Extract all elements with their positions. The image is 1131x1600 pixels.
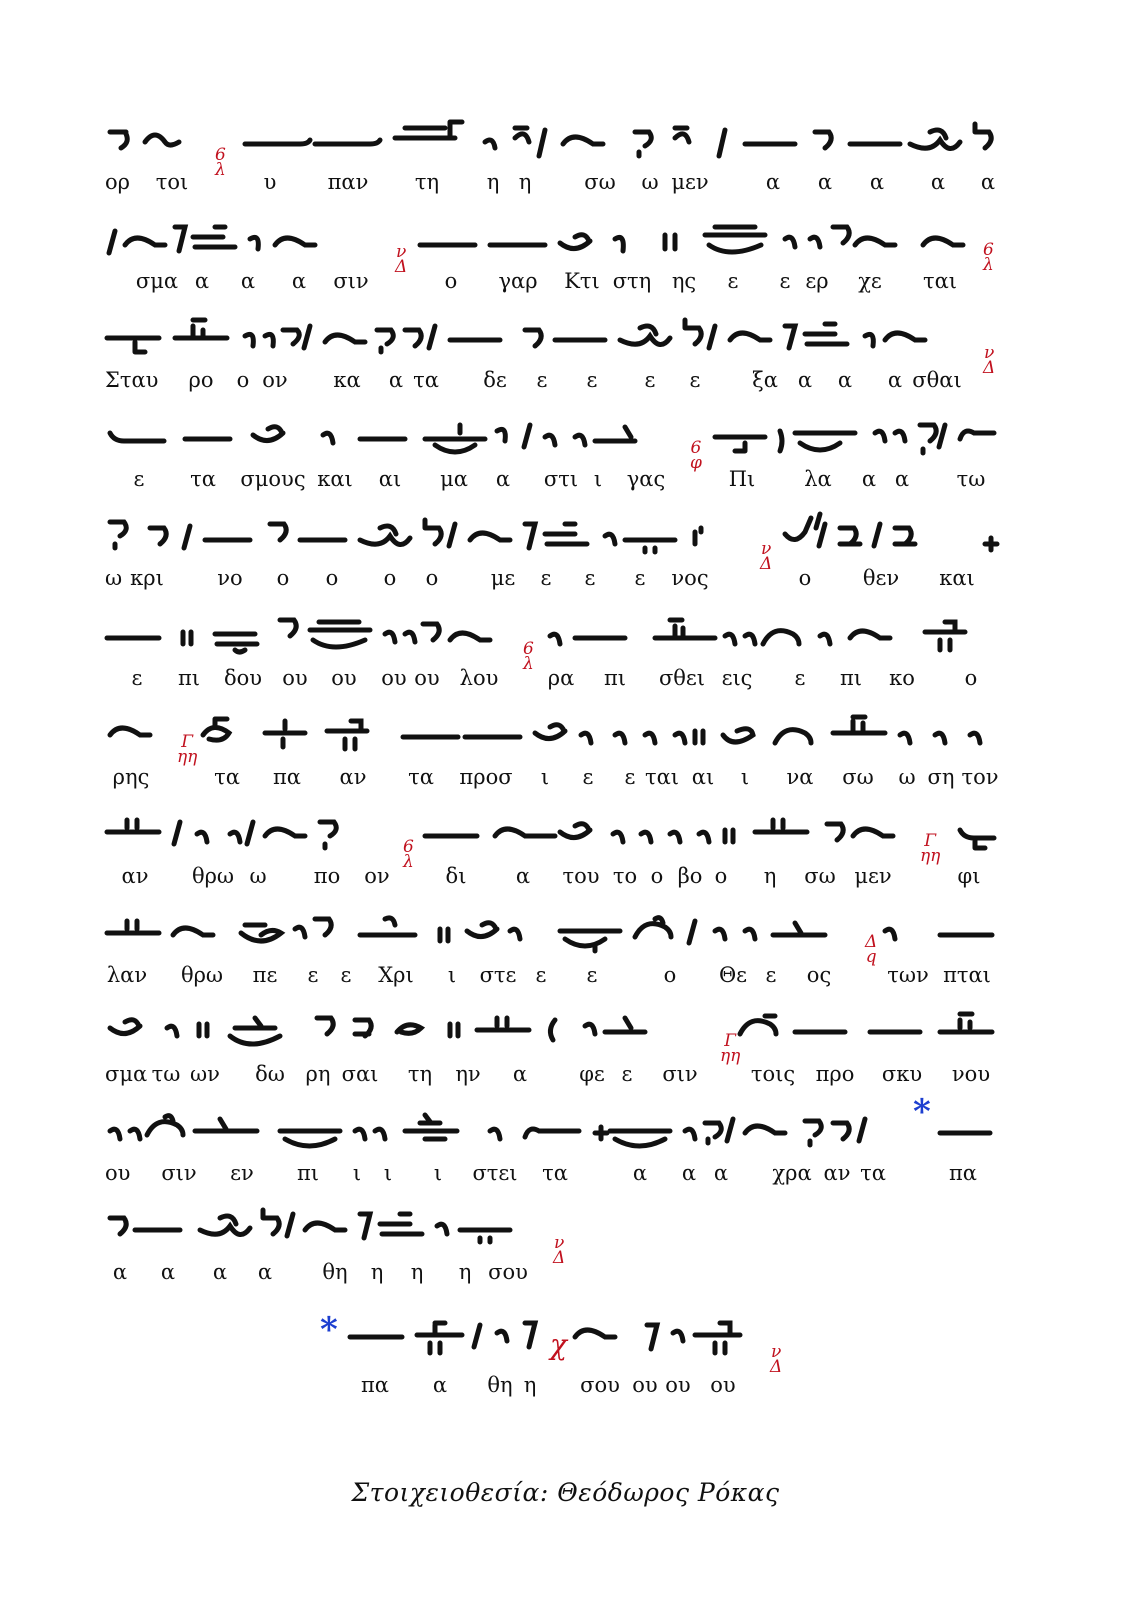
syllable: δε xyxy=(483,368,507,392)
syllable: το xyxy=(612,864,638,888)
syllable: ι xyxy=(433,1161,443,1185)
syllable: αν xyxy=(339,765,367,789)
syllable: λου xyxy=(459,666,499,690)
syllable: ο xyxy=(236,368,250,392)
lyrics-line xyxy=(105,1161,1020,1189)
syllable: ε xyxy=(307,963,319,987)
syllable: φε xyxy=(579,1062,605,1086)
syllable: ο xyxy=(663,963,677,987)
martyria-sign: Γ ηη xyxy=(177,732,198,767)
martyria-sign: χ xyxy=(550,1328,567,1361)
syllable: βο xyxy=(677,864,703,888)
syllable: σου xyxy=(580,1373,620,1397)
syllable: σου xyxy=(488,1260,528,1284)
syllable: πο xyxy=(313,864,341,888)
syllable: σμους xyxy=(240,467,306,491)
syllable: α xyxy=(112,1260,128,1284)
syllable: δω xyxy=(255,1062,285,1086)
syllable: α xyxy=(515,864,531,888)
syllable: ης xyxy=(671,269,697,293)
syllable: ου xyxy=(105,1161,131,1185)
syllable: ρης xyxy=(112,765,150,789)
music-system-8 xyxy=(105,812,1020,912)
lyrics-line xyxy=(105,368,1020,396)
martyria-sign: 6 λ xyxy=(523,639,534,674)
syllable: τω xyxy=(151,1062,181,1086)
syllable: ε xyxy=(621,1062,633,1086)
martyria-sign: Γ ηη xyxy=(720,1031,741,1066)
syllable: ε xyxy=(794,666,806,690)
syllable: ω xyxy=(249,864,267,888)
syllable: παν xyxy=(327,170,369,194)
syllable: μα xyxy=(440,467,468,491)
syllable: δου xyxy=(223,666,263,690)
syllable: ου xyxy=(665,1373,691,1397)
syllable: α xyxy=(817,170,833,194)
syllable: ξα xyxy=(752,368,778,392)
martyria-sign: ν Δ xyxy=(395,242,408,277)
music-system-7 xyxy=(105,713,1020,813)
syllable: α xyxy=(194,269,210,293)
syllable: θεν xyxy=(862,566,900,590)
music-system-11 xyxy=(105,1092,1020,1209)
syllable: στη xyxy=(612,269,652,293)
syllable: ο xyxy=(964,666,978,690)
syllable: ον xyxy=(262,368,288,392)
syllable: να xyxy=(786,765,814,789)
syllable: σθει xyxy=(658,666,706,690)
syllable: α xyxy=(713,1161,729,1185)
syllable: χε xyxy=(858,269,882,293)
syllable: η xyxy=(410,1260,424,1284)
syllable: πε xyxy=(252,963,278,987)
syllable: ος xyxy=(806,963,832,987)
syllable: πται xyxy=(943,963,991,987)
syllable: στει xyxy=(472,1161,518,1185)
syllable: ε xyxy=(765,963,777,987)
music-system-10 xyxy=(105,1010,1020,1110)
syllable: ι xyxy=(740,765,750,789)
syllable: ση xyxy=(927,765,955,789)
syllable: α xyxy=(887,368,903,392)
syllable: τη xyxy=(407,1062,433,1086)
syllable: του xyxy=(562,864,600,888)
syllable: α xyxy=(980,170,996,194)
syllable: σκυ xyxy=(881,1062,923,1086)
syllable: σθαι xyxy=(912,368,962,392)
syllable: τα xyxy=(408,765,434,789)
martyria-sign: ν Δ xyxy=(983,343,996,378)
syllable: ην xyxy=(455,1062,481,1086)
syllable: προ xyxy=(815,1062,855,1086)
syllable: ε xyxy=(340,963,352,987)
syllable: πα xyxy=(361,1373,389,1397)
syllable: α xyxy=(894,467,910,491)
syllable: α xyxy=(632,1161,648,1185)
syllable: μεν xyxy=(671,170,709,194)
syllable: ρα xyxy=(547,666,575,690)
syllable: ε xyxy=(584,566,596,590)
syllable: η xyxy=(523,1373,537,1397)
syllable: ε xyxy=(540,566,552,590)
syllable: σω xyxy=(842,765,874,789)
syllable: στι xyxy=(543,467,579,491)
lyrics-line xyxy=(105,566,1020,594)
lyrics-line xyxy=(105,1062,1020,1090)
syllable: στε xyxy=(479,963,517,987)
martyria-sign: Δ q xyxy=(865,932,878,967)
syllable: Σταυ xyxy=(105,368,159,392)
syllable: πι xyxy=(177,666,201,690)
syllable: η xyxy=(458,1260,472,1284)
music-system-4 xyxy=(105,415,1020,515)
syllable: κα xyxy=(333,368,361,392)
syllable: ε xyxy=(689,368,701,392)
syllable: η xyxy=(370,1260,384,1284)
syllable: ε xyxy=(624,765,636,789)
syllable: α xyxy=(388,368,404,392)
music-system-9 xyxy=(105,911,1020,1011)
syllable: α xyxy=(512,1062,528,1086)
syllable: πι xyxy=(603,666,627,690)
syllable: ου xyxy=(414,666,440,690)
syllable: αι xyxy=(691,765,715,789)
syllable: Θε xyxy=(718,963,748,987)
syllable: ου xyxy=(632,1373,658,1397)
martyria-sign: ν Δ xyxy=(553,1233,566,1268)
music-system-3 xyxy=(105,316,1020,416)
syllable: ο xyxy=(276,566,290,590)
syllable: και xyxy=(317,467,353,491)
syllable: σιν xyxy=(662,1062,698,1086)
syllable: Κτι xyxy=(564,269,600,293)
martyria-sign: ν Δ xyxy=(760,539,773,574)
syllable: κρι xyxy=(130,566,164,590)
syllable: θη xyxy=(487,1373,513,1397)
syllable: ον xyxy=(364,864,390,888)
syllable: μεν xyxy=(854,864,892,888)
syllable: α xyxy=(837,368,853,392)
syllable: τα xyxy=(413,368,439,392)
syllable: ο xyxy=(714,864,728,888)
martyria-sign: 6 λ xyxy=(403,837,414,872)
syllable: τα xyxy=(190,467,216,491)
syllable: ο xyxy=(650,864,664,888)
syllable: ω xyxy=(105,566,123,590)
syllable: σιν xyxy=(333,269,369,293)
syllable: των xyxy=(887,963,929,987)
syllable: ρη xyxy=(305,1062,331,1086)
syllable: χρα xyxy=(772,1161,812,1185)
syllable: αν xyxy=(823,1161,851,1185)
syllable: πα xyxy=(273,765,301,789)
syllable: υ xyxy=(263,170,277,194)
lyrics-line xyxy=(105,467,1020,495)
syllable: α xyxy=(212,1260,228,1284)
lyrics-line xyxy=(105,963,1020,991)
syllable: α xyxy=(432,1373,448,1397)
syllable: λα xyxy=(804,467,832,491)
syllable: ου xyxy=(282,666,308,690)
lyrics-line xyxy=(105,864,1020,892)
syllable: α xyxy=(681,1161,697,1185)
music-system-13 xyxy=(105,1310,1020,1415)
star-marker: * xyxy=(913,1092,931,1132)
star-marker: * xyxy=(320,1310,338,1350)
syllable: α xyxy=(240,269,256,293)
syllable: α xyxy=(291,269,307,293)
syllable: σμα xyxy=(135,269,179,293)
syllable: θρω xyxy=(191,864,235,888)
syllable: ο xyxy=(425,566,439,590)
syllable: τον xyxy=(961,765,999,789)
martyria-sign: 6 φ xyxy=(690,438,702,473)
syllable: ε xyxy=(582,765,594,789)
martyria-sign: Γ ηη xyxy=(920,831,941,866)
syllable: πι xyxy=(839,666,863,690)
syllable: γαρ xyxy=(498,269,538,293)
syllable: τα xyxy=(542,1161,568,1185)
lyrics-line xyxy=(105,1373,1020,1401)
syllable: σω xyxy=(584,170,616,194)
syllable: ου xyxy=(331,666,357,690)
music-system-5 xyxy=(105,514,1020,614)
syllable: κο xyxy=(889,666,915,690)
syllable: ο xyxy=(383,566,397,590)
syllable: δι xyxy=(445,864,467,888)
syllable: α xyxy=(930,170,946,194)
syllable: ρο xyxy=(188,368,214,392)
syllable: ε xyxy=(727,269,739,293)
syllable: ι xyxy=(352,1161,362,1185)
syllable: εις xyxy=(721,666,753,690)
syllable: σω xyxy=(804,864,836,888)
syllable: ε xyxy=(779,269,791,293)
syllable: θρω xyxy=(180,963,224,987)
syllable: τοις xyxy=(750,1062,796,1086)
syllable: ε xyxy=(536,368,548,392)
syllable: πα xyxy=(949,1161,977,1185)
syllable: ι xyxy=(447,963,457,987)
typesetting-credit: Στοιχειοθεσία: Θεόδωρος Ρόκας xyxy=(351,1478,780,1507)
syllable: ι xyxy=(383,1161,393,1185)
syllable: η xyxy=(518,170,532,194)
syllable: ορ xyxy=(105,170,130,194)
syllable: α xyxy=(495,467,511,491)
lyrics-line xyxy=(105,666,1020,694)
syllable: τα xyxy=(860,1161,886,1185)
syllable: ω xyxy=(898,765,916,789)
syllable: φι xyxy=(957,864,981,888)
syllable: ε xyxy=(634,566,646,590)
lyrics-line xyxy=(105,269,1020,297)
music-system-6 xyxy=(105,614,1020,714)
syllable: ω xyxy=(641,170,659,194)
martyria-sign: 6 λ xyxy=(215,145,226,180)
syllable: η xyxy=(763,864,777,888)
syllable: ε xyxy=(586,963,598,987)
syllable: α xyxy=(869,170,885,194)
syllable: σμα xyxy=(105,1062,148,1086)
syllable: τη xyxy=(414,170,440,194)
syllable: α xyxy=(765,170,781,194)
syllable: α xyxy=(160,1260,176,1284)
music-system-12 xyxy=(105,1208,1020,1308)
syllable: αν xyxy=(121,864,149,888)
syllable: ο xyxy=(325,566,339,590)
syllable: ε xyxy=(133,467,145,491)
lyrics-line xyxy=(105,765,1020,793)
syllable: τω xyxy=(956,467,986,491)
syllable: ων xyxy=(190,1062,220,1086)
syllable: νος xyxy=(671,566,709,590)
syllable: ου xyxy=(381,666,407,690)
syllable: α xyxy=(257,1260,273,1284)
syllable: αι xyxy=(378,467,402,491)
syllable: σαι xyxy=(341,1062,379,1086)
lyrics-line xyxy=(105,170,1020,198)
syllable: η xyxy=(486,170,500,194)
music-system-2 xyxy=(105,217,1020,317)
syllable: α xyxy=(797,368,813,392)
syllable: πι xyxy=(296,1161,320,1185)
syllable: ο xyxy=(798,566,812,590)
syllable: ου xyxy=(710,1373,736,1397)
syllable: λαν xyxy=(106,963,148,987)
syllable: τοι xyxy=(155,170,189,194)
music-system-1 xyxy=(105,118,1020,218)
syllable: Χρι xyxy=(378,963,414,987)
syllable: θη xyxy=(322,1260,348,1284)
martyria-sign: 6 λ xyxy=(983,240,994,275)
syllable: ερ xyxy=(805,269,829,293)
syllable: ε xyxy=(131,666,143,690)
syllable: εν xyxy=(230,1161,254,1185)
syllable: ται xyxy=(922,269,958,293)
martyria-sign: ν Δ xyxy=(770,1342,783,1377)
syllable: Πι xyxy=(728,467,756,491)
syllable: ο xyxy=(444,269,458,293)
syllable: γας xyxy=(626,467,666,491)
syllable: ε xyxy=(586,368,598,392)
syllable: ται xyxy=(644,765,680,789)
syllable: ι xyxy=(593,467,603,491)
syllable: νου xyxy=(951,1062,991,1086)
syllable: ι xyxy=(540,765,550,789)
syllable: και xyxy=(939,566,975,590)
syllable: προσ xyxy=(459,765,513,789)
syllable: ε xyxy=(535,963,547,987)
syllable: με xyxy=(490,566,516,590)
syllable: σιν xyxy=(161,1161,197,1185)
syllable: α xyxy=(861,467,877,491)
syllable: τα xyxy=(214,765,240,789)
syllable: νο xyxy=(217,566,243,590)
syllable: ε xyxy=(644,368,656,392)
